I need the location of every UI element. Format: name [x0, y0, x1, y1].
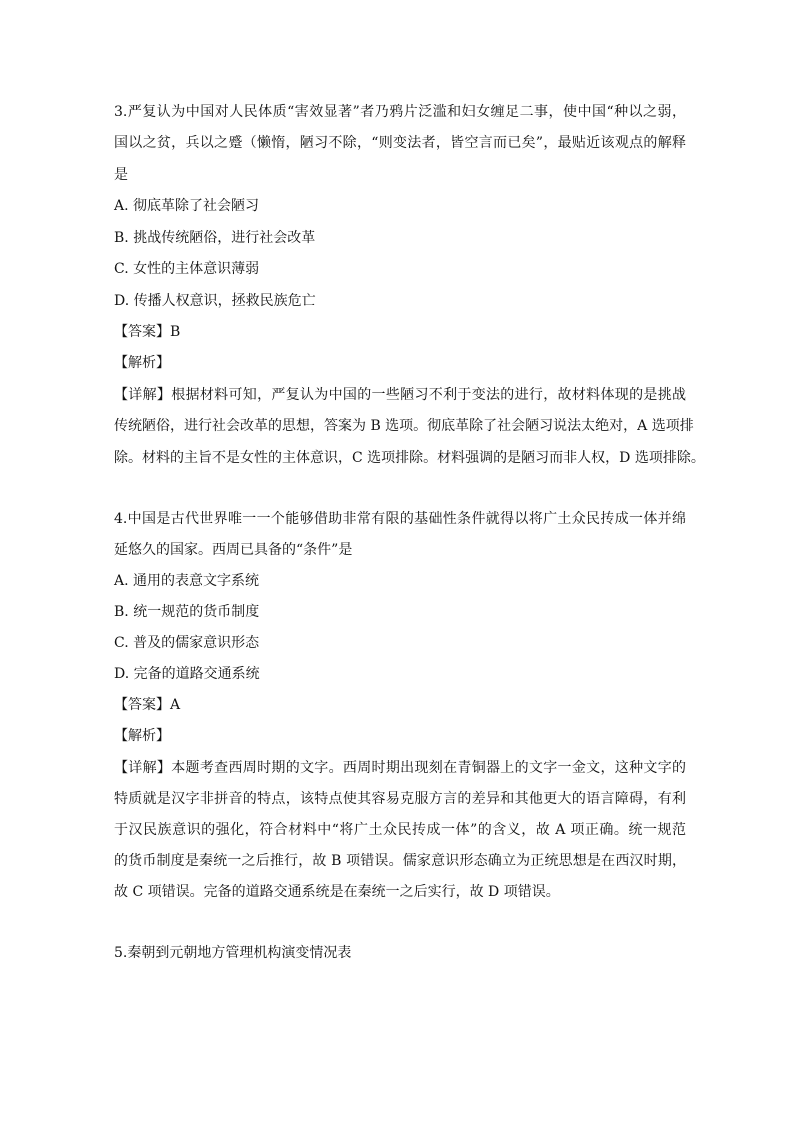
- question-3-stem-line-3: 是: [114, 167, 128, 183]
- question-3-option-b: B. 挑战传统陋俗，进行社会改革: [114, 230, 316, 246]
- question-3-answer: 【答案】B: [114, 324, 181, 340]
- question-3-stem-line-2: 国以之贫，兵以之蹙（懒惰，陋习不除，“则变法者，皆空言而已矣”，最贴近该观点的解释: [114, 135, 686, 151]
- question-4-option-d: D. 完备的道路交通系统: [114, 666, 260, 682]
- question-5-stem-line-1: 5.秦朝到元朝地方管理机构演变情况表: [114, 945, 352, 961]
- question-4-option-c: C. 普及的儒家意识形态: [114, 635, 260, 651]
- question-3-option-a: A. 彻底革除了社会陋习: [114, 198, 260, 214]
- question-3-option-c: C. 女性的主体意识薄弱: [114, 261, 260, 277]
- question-3-detail-line-2: 传统陋俗，进行社会改革的思想，答案为 B 选项。彻底革除了社会陋习说法太绝对，A 选项排: [114, 418, 694, 434]
- question-4-detail-line-2: 特质就是汉字非拼音的特点，该特点使其容易克服方言的差异和其他更大的语言障碍，有利: [114, 791, 686, 807]
- question-4-stem-line-2: 延悠久的国家。西周已具备的“条件”是: [114, 542, 353, 558]
- question-4-detail-line-1: 【详解】本题考查西周时期的文字。西周时期出现刻在青铜器上的文字一金文，这种文字的: [114, 760, 686, 776]
- question-4-detail-line-4: 的货币制度是秦统一之后推行，故 B 项错误。儒家意识形态确立为正统思想是在西汉时期，: [114, 853, 686, 869]
- question-4-stem-line-1: 4.中国是古代世界唯一一个能够借助非常有限的基础性条件就得以将广土众民抟成一体并绵: [114, 511, 686, 527]
- question-4-detail-line-5: 故 C 项错误。完备的道路交通系统是在秦统一之后实行，故 D 项错误。: [114, 884, 560, 900]
- question-4-answer: 【答案】A: [114, 697, 181, 713]
- question-3-detail-line-1: 【详解】根据材料可知，严复认为中国的一些陋习不利于变法的进行，故材料体现的是挑战: [114, 387, 686, 403]
- question-4-analysis-heading: 【解析】: [114, 728, 170, 744]
- question-4-option-a: A. 通用的表意文字系统: [114, 573, 260, 589]
- question-3-analysis-heading: 【解析】: [114, 355, 170, 371]
- question-4-option-b: B. 统一规范的货币制度: [114, 604, 260, 620]
- question-3-stem-line-1: 3.严复认为中国对人民体质“害效显著”者乃鸦片泛滥和妇女缠足二事，使中国“种以之弱，: [114, 104, 686, 120]
- question-3-option-d: D. 传播人权意识，拯救民族危亡: [114, 293, 316, 309]
- question-4-detail-line-3: 于汉民族意识的强化，符合材料中“将广土众民抟成一体”的含义，故 A 项正确。统一规范: [114, 822, 686, 838]
- question-3-detail-line-3: 除。材料的主旨不是女性的主体意识，C 选项排除。材料强调的是陋习而非人权，D 选项排除。: [114, 450, 705, 466]
